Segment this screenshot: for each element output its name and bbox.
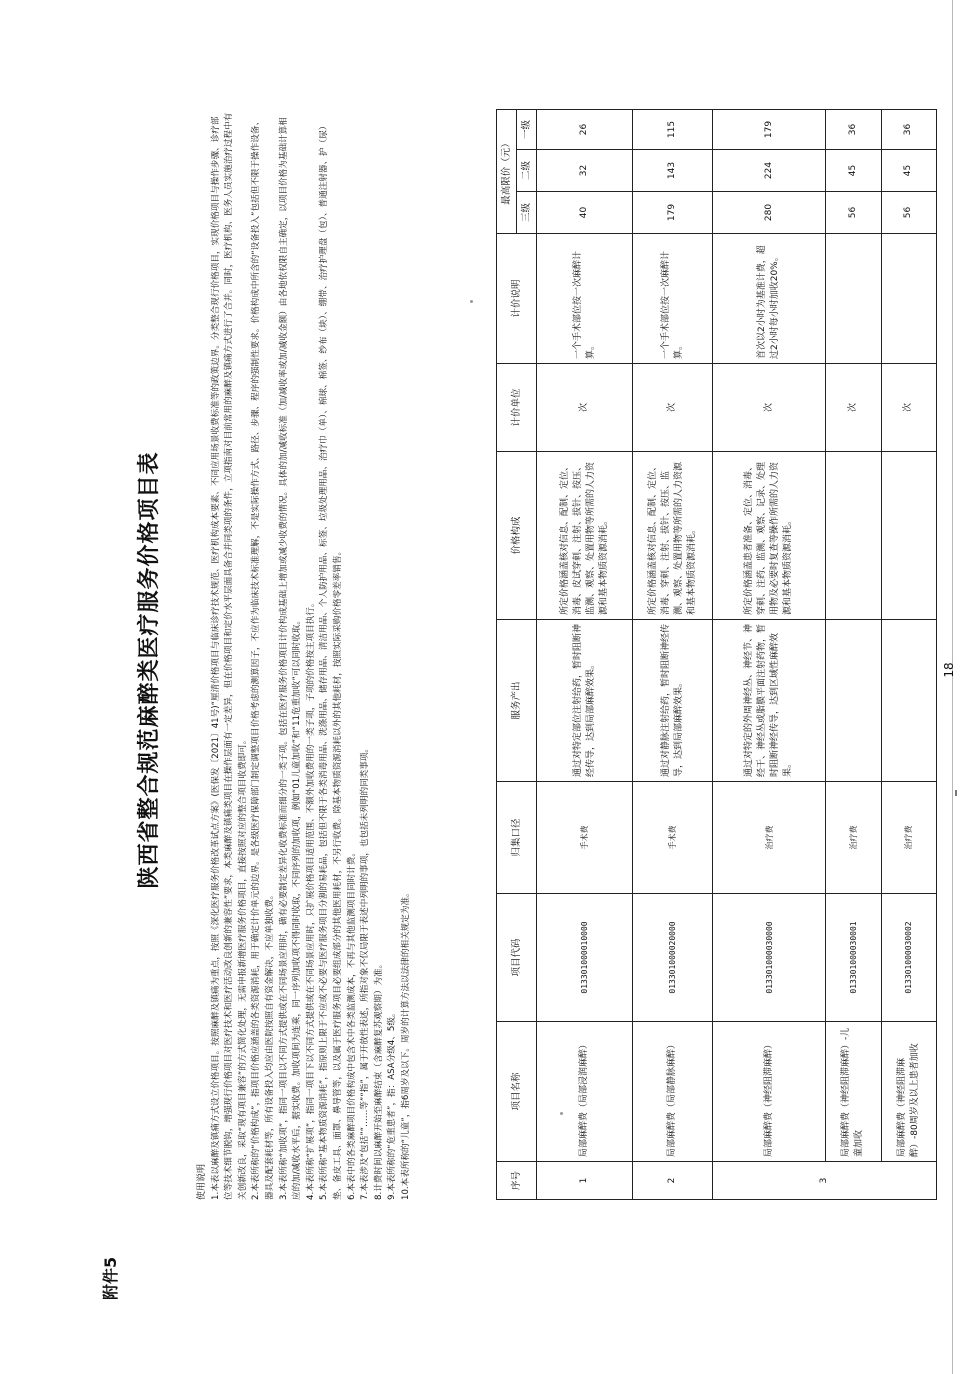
cell-price-grade2: 224 <box>713 150 826 192</box>
cell-price-grade1: 36 <box>881 110 936 150</box>
cell-item-code: 013301000020000 <box>633 894 713 1022</box>
cell-item-code: 013301000010000 <box>537 894 633 1022</box>
cell-price-composition: 所定价格涵盖核对信息、配制、定位、消毒、穿刺、注射、拔针、按压、监测、观察、处置用物等所需的人力资源和基本物质资源消耗。 <box>633 452 713 620</box>
header-unit: 计价单位 <box>497 364 537 452</box>
cell-service-output: 通过对特定部位注射给药，暂时阻断神经传导，达到局部麻醉效果。 <box>537 620 633 782</box>
header-max-price: 最高限价（元） <box>497 110 517 234</box>
cell-price-grade3: 280 <box>713 192 826 234</box>
cell-unit: 次 <box>881 364 936 452</box>
cell-price-composition: 所定价格涵盖患者准备、定位、消毒、穿刺、注药、监测、观察、记录、处理用物及必要时复查等操作所需的人力资源和基本物质资源消耗。 <box>713 452 826 620</box>
cell-seq: 2 <box>633 1162 713 1200</box>
usage-note: 10.本表所称的“儿童”，指6周岁及以下。周岁的计算方法以法律的相关规定为准。 <box>400 888 411 1200</box>
cell-category: 治疗费 <box>881 782 936 894</box>
rotated-document-page <box>92 50 956 1300</box>
document-title: 陕西省整合规范麻醉类医疗服务价格项目表 <box>136 451 162 889</box>
cell-item-name: 局部麻醉费（局部浸润麻醉） <box>537 1022 633 1162</box>
cell-item-code: 013301000030002 <box>881 894 936 1022</box>
cell-unit: 次 <box>537 364 633 452</box>
cell-pricing-note: 首次以2小时为基准计费，超过2小时每小时加收20%。 <box>713 234 826 364</box>
header-category: 归集口径 <box>497 782 537 894</box>
usage-note: 6.本表中的各类麻醉项目价格构成中包含术中各类监测成本，不再与其他监测项目同时计费。 <box>346 848 357 1200</box>
header-pricing-note: 计价说明 <box>497 234 537 364</box>
cell-item-name: 局部麻醉费（神经阻滞麻醉） <box>713 1022 826 1162</box>
cell-price-composition <box>881 452 936 620</box>
header-grade3: 三级 <box>517 192 537 234</box>
usage-note: 5.本表所称“基本物质资源消耗”，指原则上限于不应或不必要与医疗服务项目分割的易耗品，包括但不限于各类消毒用品、洗涤用品、储存用品、清洁用品、个人防护用品、标签、垃圾处理用品、治疗巾（单）、棉球、棉签、纱布（块）、绷带、治疗护理盘（包）、普通注射器、护（尿）垫、备皮工具、面罩、鼻导管等，以及属于医疗服务项目必要组成部分的其他医用耗材，不另行收费。除基本物质资源消耗以外的其他耗材，按照实际采购价格零差率销售。 <box>319 121 343 1200</box>
cell-category: 手术费 <box>633 782 713 894</box>
cell-unit: 次 <box>713 364 826 452</box>
cell-item-code: 013301000030000 <box>713 894 826 1022</box>
cell-price-grade3: 179 <box>633 192 713 234</box>
cell-price-grade2: 143 <box>633 150 713 192</box>
header-grade2: 二级 <box>517 150 537 192</box>
cell-price-grade1: 36 <box>826 110 881 150</box>
cell-price-composition: 所定价格涵盖核对信息、配制、定位、消毒、皮试穿刺、注射、拔针、按压、监测、观察、处置用物等所需的人力资源和基本物质资源消耗。 <box>537 452 633 620</box>
cell-price-grade3: 56 <box>881 192 936 234</box>
cell-category: 治疗费 <box>713 782 826 894</box>
cell-price-grade2: 32 <box>537 150 633 192</box>
cell-category: 手术费 <box>537 782 633 894</box>
usage-note: 7.本表涉及“包括”“……等”“指”，属于开放性表述，所指对象不仅局限于表述中列明的事项，也包括未列明的同类事项。 <box>360 743 371 1200</box>
cell-service-output <box>881 620 936 782</box>
header-item-name: 项目名称 <box>497 1022 537 1162</box>
cell-price-grade2: 45 <box>826 150 881 192</box>
header-service-output: 服务产出 <box>497 620 537 782</box>
usage-note: 9.本表所称的“危重患者”，指：ASA分级4、5级。 <box>387 1008 398 1200</box>
price-items-table <box>496 109 937 1200</box>
table-row <box>537 110 633 1200</box>
header-price-composition: 价格构成 <box>497 452 537 620</box>
table-row <box>881 110 936 1200</box>
cell-price-composition <box>826 452 881 620</box>
header-item-code: 项目代码 <box>497 894 537 1022</box>
cell-pricing-note <box>881 234 936 364</box>
usage-note: 8.计费时间以麻醉开始至麻醉结束（含麻醉复苏观察期）为准。 <box>373 959 384 1200</box>
cell-service-output: 通过对特定的外周神经丛、神经节、神经干、神经丛或脂膜平面注射药物，暂时阻断神经传导，达到区域性麻醉效果。 <box>713 620 826 782</box>
cell-item-name: 局部麻醉费（神经阻滞麻醉）-80周岁及以上患者加收 <box>881 1022 936 1162</box>
cell-pricing-note <box>826 234 881 364</box>
cell-item-code: 013301000030001 <box>826 894 881 1022</box>
attachment-label: 附件5 <box>101 1256 120 1300</box>
cell-price-grade2: 45 <box>881 150 936 192</box>
cell-pricing-note: 一个手术部位按一次麻醉计算。 <box>633 234 713 364</box>
table-row <box>713 110 826 1200</box>
cell-price-grade1: 179 <box>713 110 826 150</box>
usage-note: 3.本表所称“加收项”，指同一项目以不同方式提供或在不同场景应用时，确有必要制定差异化收费标准而细分的一类子项。包括在医疗服务价格项目计价构成基础上增加或减少收费的情况。具体的加/减收标准（加/减收率或加/减收金额）由各地依权限自主确定，以项目价格为基础计算相应的加/减收水平后，据实收费。加收项间为连乘，同一序列加收项不得同时收取，不同序列的加收项，例如“01儿童加收”和“11危重加收”可以同时收取。 <box>278 117 303 1200</box>
cell-unit: 次 <box>633 364 713 452</box>
cell-price-grade1: 26 <box>537 110 633 150</box>
cell-price-grade3: 40 <box>537 192 633 234</box>
cell-service-output <box>826 620 881 782</box>
cell-service-output: 通过对静脉注射给药，暂时阻断神经传导，达到局部麻醉效果。 <box>633 620 713 782</box>
cell-price-grade1: 115 <box>633 110 713 150</box>
page-number: 18 <box>942 662 956 678</box>
usage-note: 4.本表所称“扩展项”，指同一项目下以不同方式提供或在不同场景应用时，只扩展价格项目适用范围、不额外加收费用的一类子项，子项的价格按主项目执行。 <box>305 598 316 1200</box>
cell-item-name: 局部麻醉费（神经阻滞麻醉）-儿童加收 <box>826 1022 881 1162</box>
table-row <box>633 110 713 1200</box>
cell-unit: 次 <box>826 364 881 452</box>
table-row <box>826 110 881 1200</box>
cell-seq: 3 <box>713 1162 937 1200</box>
cell-item-name: 局部麻醉费（局部静脉麻醉） <box>633 1022 713 1162</box>
usage-note: 1.本表以麻醉及镇痛方式设立价格项目。按照麻醉及镇痛为重点，按照《深化医疗服务价格改革试点方案》(医保发〔2021〕41号)“厘清价格项目与临床诊疗技术规范、医疗机构成本要素、不同应用场景收费标准等的政策边界。分类整合现行价格项目，实现价格项目与操作步骤、诊疗部位等技术细节脱钩，增强现行价格项目对医疗技术和医疗活动改良创新的兼容性”要求，本类麻醉及镇痛类项目在操作层面有一定差异，但在价格项目和定价水平层面具备合并同类项的条件，立项指南对目前常用的麻醉及镇痛方式进行了合并。同时，医疗机构、医务人员实施治疗过程中有关创新改良，采取“现有项目兼容”的方式简化处理，无需申报新增医疗服务价格项目，直接按照对应的整合项目收费即可。 <box>210 112 248 1200</box>
cell-category: 治疗费 <box>826 782 881 894</box>
usage-notes-heading: 使用说明 <box>197 1163 207 1200</box>
cell-pricing-note: 一个手术部位按一次麻醉计算。 <box>537 234 633 364</box>
usage-note: 2.本表所称的“价格构成”，指项目价格应涵盖的各类资源消耗，用于确定计价单元的边界。是各级医疗保障部门制定调整项目价格考虑的测算因子，不应作为临床技术标准理解，不是实际操作方式、路径、步骤、程序的强制性要求。价格构成中所含的“设备投入”包括但不限于操作设备、器具及配套耗材等，所有设备投入均应由医院按照自有资金解决，不应单独收费。 <box>251 116 275 1200</box>
header-grade1: 一级 <box>517 110 537 150</box>
cell-seq: 1 <box>537 1162 633 1200</box>
header-seq: 序号 <box>497 1162 537 1200</box>
cell-price-grade3: 56 <box>826 192 881 234</box>
